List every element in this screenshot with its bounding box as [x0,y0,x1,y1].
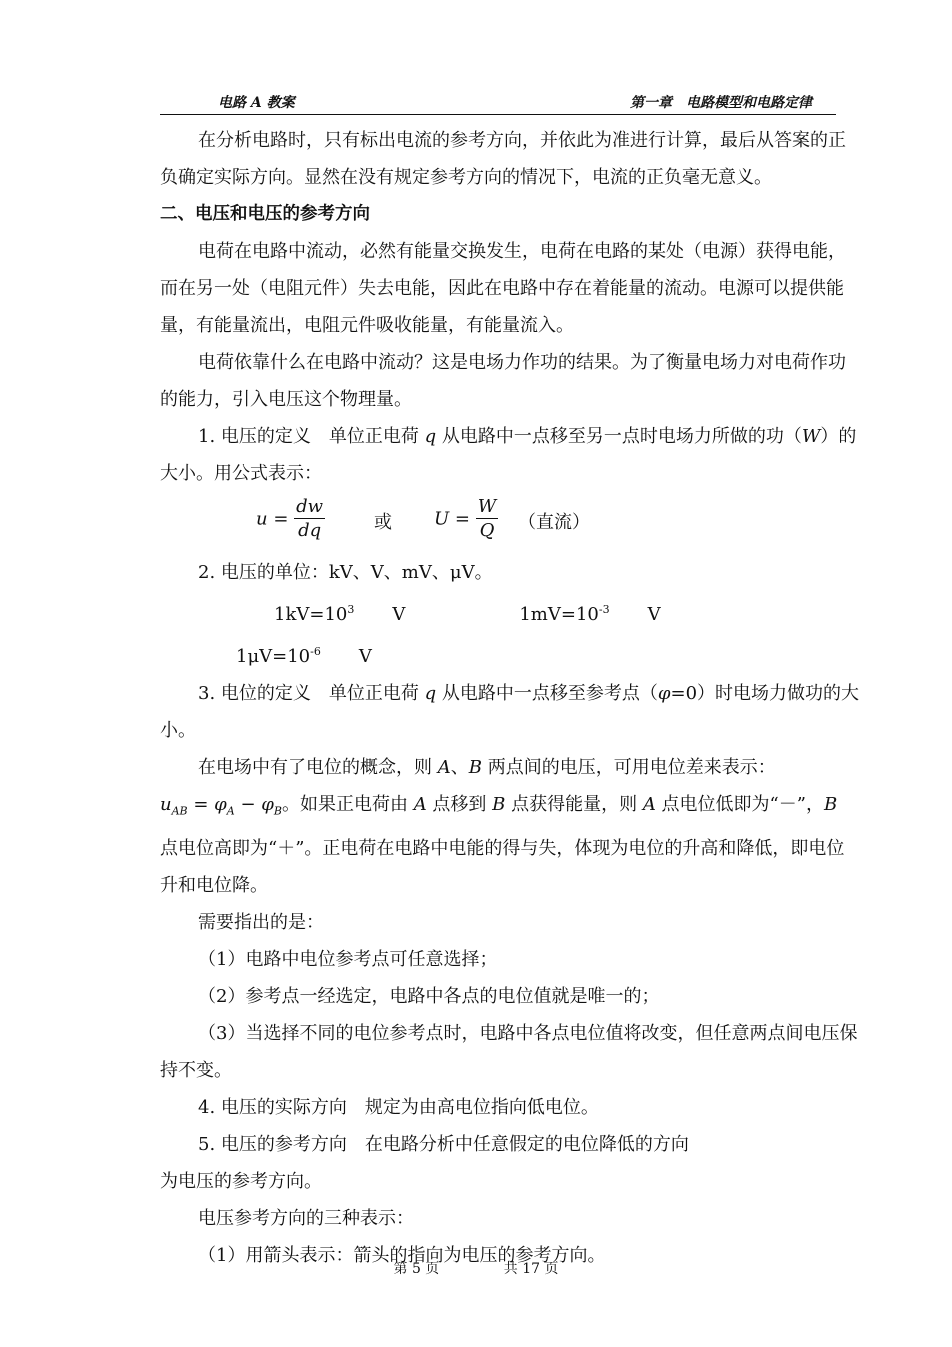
paragraph-potential-difference: 在电场中有了电位的概念，则 A、B 两点间的电压，可用电位差来表示： [198,757,776,778]
paragraph-voltage-units: 2. 电压的单位：kV、V、mV、μV。 [198,562,493,583]
paragraph-electric-field: 电荷依靠什么在电路中流动？这是电场力作功的结果。为了衡量电场力对电荷作功的能力，引入电压这个物理量。 [160,352,846,410]
conversion-kv: $1kV=10^3$ V [274,603,406,625]
formula-dc: U = $\frac{W}{Q}$ [434,496,497,541]
paragraph-reference-direction-cont: 为电压的参考方向。 [160,1170,322,1192]
conversion-mv: $1mV=10^{-3}$ V [519,603,661,625]
representation-item-1: （1）用箭头表示：箭头的指向为电压的参考方向。 [198,1244,606,1266]
note-item-1: （1）电路中电位参考点可任意选择； [198,948,498,970]
note-item-2: （2）参考点一经选定，电路中各点的电位值就是唯一的； [198,985,660,1007]
paragraph-notes-intro: 需要指出的是： [198,911,324,933]
paragraph-three-representations: 电压参考方向的三种表示： [198,1207,414,1229]
header-chapter: 第一章 电路模型和电路定律 [630,95,812,111]
paragraph-voltage-definition: 1. 电压的定义 单位正电荷 q 从电路中一点移至另一点时电场力所做的功（W）的大小。用公式表示： [160,426,857,484]
formula-or: 或 [374,512,392,533]
fraction-dw-dq: $\frac{dw}{dq}$ [296,496,324,541]
page-footer [0,1258,952,1278]
page-number: 第 5 页 [393,1261,440,1277]
page-body [160,122,860,1274]
paragraph-reference-direction: 在分析电路时，只有标出电流的参考方向，并依此为准进行计算，最后从答案的正负确定实际方向。显然在没有规定参考方向的情况下，电流的正负毫无意义。 [160,130,846,188]
voltage-formula [160,492,860,554]
fraction-w-q: $\frac{W}{Q}$ [477,496,497,541]
paragraph-potential-definition: 3. 电位的定义 单位正电荷 q 从电路中一点移至参考点（φ=0）时电场力做功的大小。 [160,683,860,741]
paragraph-potential-rise-fall: $u_{AB} = \varphi_A - \varphi_B$。如果正电荷由 A 点移到 B 点获得能量，则 A 点电位低即为“－”，B 点电位高即为“＋”。正电荷在电路中电能的得与失，体现为电位的升高和降低，即电位升和电位降。 [160,794,845,896]
note-item-3: （3）当选择不同的电位参考点时，电路中各点电位值将改变，但任意两点间电压保持不变。 [160,1022,858,1081]
paragraph-actual-direction: 4. 电压的实际方向 规定为由高电位指向低电位。 [198,1096,599,1118]
formula-dc-note: （直流） [518,512,590,533]
page-header [160,92,836,116]
page-total: 共 17 页 [503,1261,559,1277]
section-heading: 二、电压和电压的参考方向 [160,204,370,224]
paragraph-reference-direction-def: 5. 电压的参考方向 在电路分析中任意假定的电位降低的方向 [198,1133,689,1155]
conversion-uv: $1\mu V=10^{-6}$ V [236,645,372,667]
header-course: 电路 A 教案 [218,95,295,111]
formula-differential: u = $\frac{dw}{dq}$ [256,496,324,541]
unit-conversions [160,591,860,675]
paragraph-energy-flow: 电荷在电路中流动，必然有能量交换发生，电荷在电路的某处（电源）获得电能，而在另一处（电阻元件）失去电能，因此在电路中存在着能量的流动。电源可以提供能量，有能量流出，电阻元件吸收能量，有能量流入。 [160,241,846,336]
header-rule [160,114,836,115]
